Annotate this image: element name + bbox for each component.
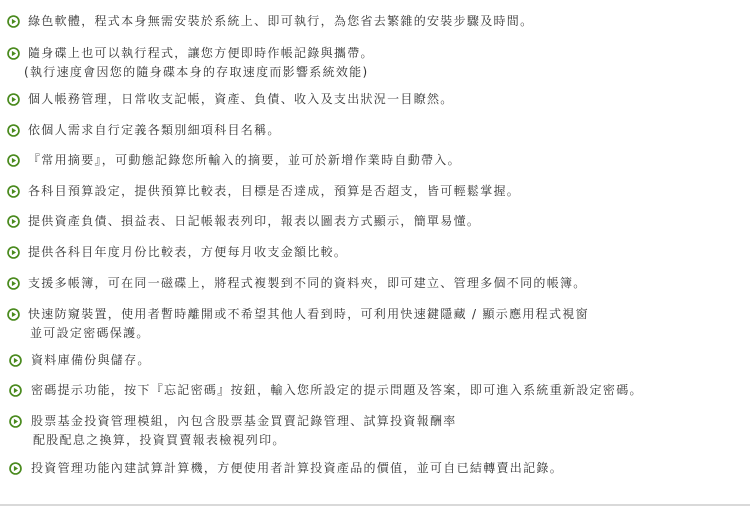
green-circle-play-icon [7,215,20,228]
bottom-divider [0,504,750,506]
green-circle-play-icon [7,308,20,321]
green-circle-play-icon [7,93,20,106]
green-circle-play-icon [9,462,22,475]
item-text-line: 股票基金投資管理模組，內包含股票基金買賣記錄管理、試算投資報酬率 [31,414,457,428]
green-circle-play-icon [7,15,20,28]
item-text-line: 支援多帳簿，可在同一磁碟上，將程式複製到不同的資料夾，即可建立、管理多個不同的帳簿。 [28,276,587,290]
green-circle-play-icon [9,354,22,367]
green-circle-play-icon [7,47,20,60]
item-text-line: 綠色軟體，程式本身無需安裝於系統上、即可執行，為您省去繁雜的安裝步驟及時間。 [28,14,534,28]
item-text-line: 提供各科目年度月份比較表，方便每月收支金額比較。 [28,245,348,259]
green-circle-play-icon [7,185,20,198]
item-text-line: 密碼提示功能，按下『忘記密碼』按鈕，輸入您所設定的提示問題及答案，即可進入系統重新設定密碼。 [31,383,643,397]
item-text-line: 依個人需求自行定義各類別細項科目名稱。 [28,123,281,137]
item-text-line: 配股配息之換算，投資買賣報表檢視列印。 [33,433,286,447]
item-text-line: 『常用摘要』，可動態記錄您所輸入的摘要，並可於新增作業時自動帶入。 [28,153,461,167]
item-text-line: 快速防窺裝置，使用者暫時離開或不希望其他人看到時，可利用快速鍵隱藏 / 顯示應用程式視窗 [28,307,589,321]
item-text-line: 隨身碟上也可以執行程式，讓您方便即時作帳記錄與攜帶。 [28,46,374,60]
green-circle-play-icon [9,384,22,397]
item-text-line: 資料庫備份與儲存。 [31,353,151,367]
item-text-line: 各科目預算設定，提供預算比較表，目標是否達成，預算是否超支，皆可輕鬆掌握。 [28,184,521,198]
item-text-line: 提供資產負債、損益表、日記帳報表列印，報表以圖表方式顯示，簡單易懂。 [28,214,481,228]
item-text-line: (執行速度會因您的隨身碟本身的存取速度而影響系統效能) [24,65,369,79]
green-circle-play-icon [7,246,20,259]
green-circle-play-icon [7,154,20,167]
item-text-line: 個人帳務管理，日常收支記帳，資產、負債、收入及支出狀況一目瞭然。 [28,92,454,106]
green-circle-play-icon [9,415,22,428]
green-circle-play-icon [7,124,20,137]
green-circle-play-icon [7,277,20,290]
item-text-line: 並可設定密碼保護。 [30,326,150,340]
item-text-line: 投資管理功能內建試算計算機，方便使用者計算投資產品的價值，並可自已結轉賣出記錄。 [31,461,564,475]
